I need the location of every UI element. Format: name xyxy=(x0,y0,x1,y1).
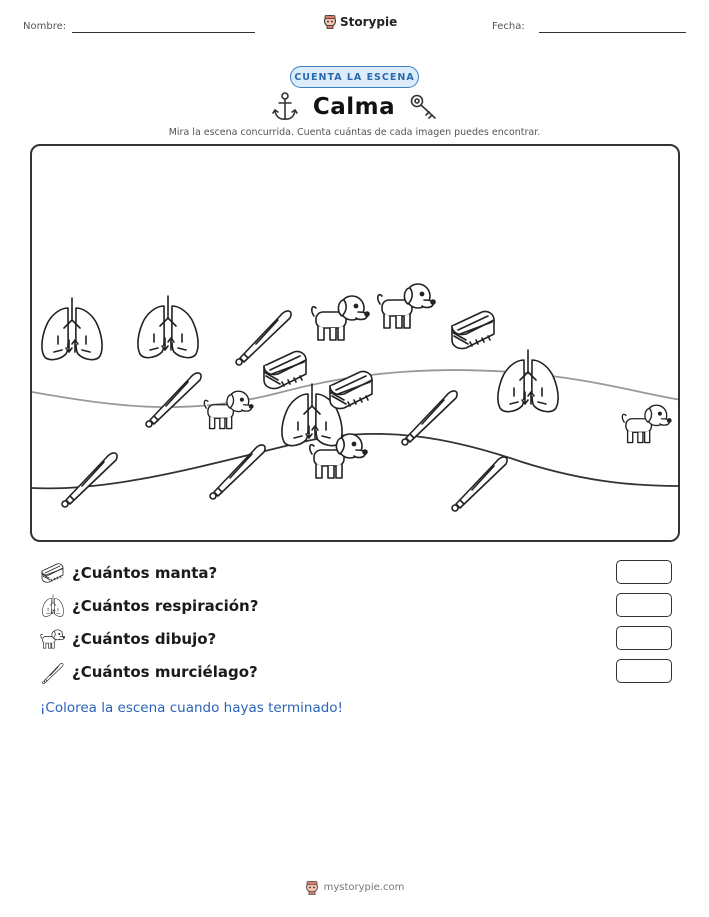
question-row-lungs xyxy=(40,593,672,619)
counting-scene[interactable] xyxy=(30,144,680,542)
brand-name: Storypie xyxy=(340,14,398,29)
storypie-mascot-icon xyxy=(305,880,319,895)
question-text: ¿Cuántos respiración? xyxy=(72,597,259,615)
anchor-icon xyxy=(271,91,299,123)
storypie-mascot-icon xyxy=(323,14,337,29)
lungs-picture xyxy=(42,298,102,360)
lungs-picture xyxy=(498,350,558,412)
blanket-picture xyxy=(452,311,494,348)
dog-picture xyxy=(312,296,369,340)
brand-logo xyxy=(323,14,397,29)
dog-picture xyxy=(622,405,671,442)
page-title: Calma xyxy=(312,94,396,120)
activity-badge: CUENTA LA ESCENA xyxy=(290,66,419,88)
key-icon xyxy=(409,93,439,121)
lungs-icon xyxy=(40,595,66,617)
blanket-icon xyxy=(40,562,66,584)
answer-box-blanket[interactable] xyxy=(616,560,672,584)
bat-picture xyxy=(210,445,265,499)
answer-box-bat[interactable] xyxy=(616,659,672,683)
question-row-blanket xyxy=(40,560,672,586)
question-text: ¿Cuántos manta? xyxy=(72,564,218,582)
scene-drawing xyxy=(32,146,680,542)
bat-icon xyxy=(40,661,66,683)
name-line[interactable] xyxy=(72,32,255,33)
bat-picture xyxy=(62,453,117,507)
question-text: ¿Cuántos dibujo? xyxy=(72,630,217,648)
footer xyxy=(0,880,709,895)
bat-picture xyxy=(146,373,201,427)
answer-box-lungs[interactable] xyxy=(616,593,672,617)
question-row-bat xyxy=(40,659,672,685)
dog-icon xyxy=(40,628,66,650)
date-line[interactable] xyxy=(539,32,686,33)
color-instruction: ¡Colorea la escena cuando hayas terminado! xyxy=(40,700,343,716)
lungs-picture xyxy=(138,296,198,358)
name-label: Nombre: xyxy=(23,21,67,32)
date-label: Fecha: xyxy=(492,21,525,32)
footer-url[interactable]: mystorypie.com xyxy=(323,882,405,893)
dog-picture xyxy=(204,391,253,428)
question-row-dog xyxy=(40,626,672,652)
blanket-picture xyxy=(330,371,372,408)
blanket-picture xyxy=(264,351,306,388)
answer-box-dog[interactable] xyxy=(616,626,672,650)
instructions: Mira la escena concurrida. Cuenta cuántas de cada imagen puedes encontrar. xyxy=(168,127,541,138)
dog-picture xyxy=(378,284,435,328)
question-text: ¿Cuántos murciélago? xyxy=(72,663,258,681)
bat-picture xyxy=(452,457,507,511)
bat-picture xyxy=(402,391,457,445)
title-row xyxy=(270,90,440,124)
